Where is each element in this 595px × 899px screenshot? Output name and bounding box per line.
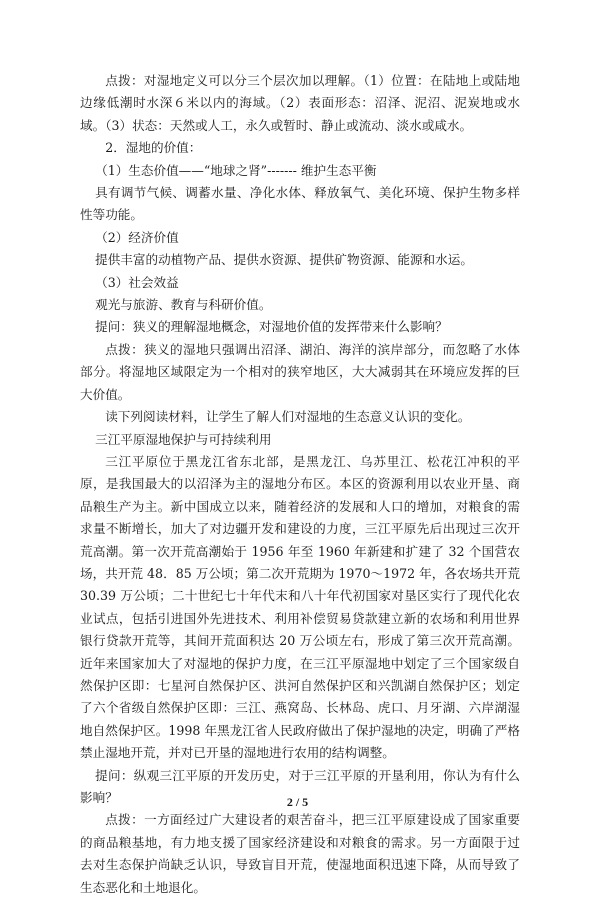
- page-number: 2 / 5: [286, 795, 309, 809]
- paragraph-wetland-value-heading: 2．湿地的价值：: [105, 140, 202, 156]
- paragraph-reading-title: 三江平原湿地保护与可持续利用: [95, 431, 272, 447]
- paragraph-wetland-definition-hint: 点拨：对湿地定义可以分三个层次加以理解。（1）位置：在陆地上或陆地边缘低潮时水深６米以内的海域。（2）表面形态：沼泽、泥沼、泥炭地或水域。（3）状态：天然或人工，永久或暂时、静止或流动、淡水或咸水。: [80, 73, 520, 133]
- paragraph-question-sanjiang: 提问：纵观三江平原的开发历史，对于三江平原的开垦利用，你认为有什么影响？: [80, 767, 520, 805]
- paragraph-hint-narrow-definition: 点拨：狭义的湿地只强调出沼泽、湖泊、海洋的滨岸部分，而忽略了水体部分。将湿地区域限定为一个相对的狭窄地区，大大减弱其在环境应发挥的巨大价值。: [80, 341, 520, 402]
- paragraph-reading-instruction: 读下列阅读材料，让学生了解人们对湿地的生态意义认识的变化。: [105, 409, 471, 425]
- paragraph-ecological-value: （1）生态价值——“地球之肾”------- 维护生态平衡: [95, 162, 377, 178]
- paragraph-ecological-functions: 具有调节气候、调蓄水量、净化水体、释放氧气、美化环境、保护生物多样性等功能。: [80, 185, 520, 223]
- paragraph-hint-sanjiang: 点拨：一方面经过广大建设者的艰苦奋斗，把三江平原建设成了国家重要的商品粮基地，有力地支援了国家经济建设和对粮食的需求。另一方面限于过去对生态保护尚缺乏认识，导致盲目开荒，使湿地面积迅速下降，从而导致了生态恶化和土地退化。: [80, 812, 520, 895]
- paragraph-question-narrow-definition: 提问：狭义的理解湿地概念，对湿地价值的发挥带来什么影响？: [95, 319, 448, 335]
- paragraph-economic-details: 提供丰富的动植物产品、提供水资源、提供矿物资源、能源和水运。: [95, 252, 473, 268]
- paragraph-sanjiang-material: 三江平原位于黑龙江省东北部，是黑龙江、乌苏里江、松花江冲积的平原，是我国最大的以沼泽为主的湿地分布区。本区的资源利用以农业开垦、商品粮生产为主。新中国成立以来，随着经济的发展和人口的增加，对粮食的需求量不断增长，加大了对边疆开发和建设的力度，三江平原先后出现过三次开荒高潮。第一次开荒高潮始于 1956 年至 1960 年新建和扩建了 32 个国营农场，共开荒 48．85 万公顷；第二次开荒期为 1970～1972 年，各农场共开荒 30.39 万公顷；二十世纪七十年代末和八十年代初国家对垦区实行了现代化农业试点，包括引进国外先进技术、利用补偿贸易贷款建立新的农场和利用世界银行贷款开荒等，其间开荒面积达 20 万公顷左右，形成了第三次开荒高潮。 近年来国家加大了对湿地的保护力度，在三江平原湿地中划定了三个国家级自然保护区即：七星河自然保护区、洪河自然保护区和兴凯湖自然保护区；划定了六个省级自然保护区即：三江、燕窝岛、长林岛、虎口、月牙湖、六岸湖湿地自然保护区。1998 年黑龙江省人民政府做出了保护湿地的决定，明确了严格禁止湿地开荒，并对已开垦的湿地进行农用的结构调整。: [80, 453, 520, 761]
- paragraph-economic-value: （2）经济价值: [95, 229, 179, 245]
- paragraph-social-details: 观光与旅游、教育与科研价值。: [95, 297, 272, 313]
- page-content: [80, 70, 520, 899]
- paragraph-social-benefit: （3）社会效益: [95, 274, 179, 290]
